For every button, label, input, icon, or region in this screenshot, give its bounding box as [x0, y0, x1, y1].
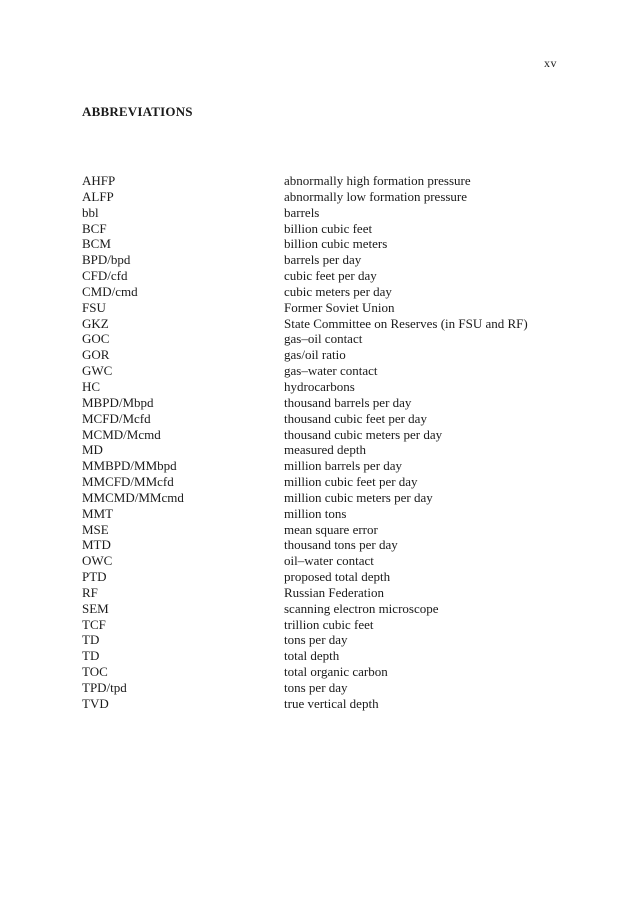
abbreviation-row: [82, 236, 572, 252]
abbreviation-definition: abnormally low formation pressure: [284, 188, 468, 204]
abbreviation-term: BCF: [82, 220, 107, 236]
abbreviation-term: GOR: [82, 347, 110, 363]
abbreviation-row: [82, 664, 572, 680]
abbreviation-definition: proposed total depth: [284, 569, 391, 585]
abbreviation-term: TPD/tpd: [82, 680, 127, 695]
abbreviation-term: BPD/bpd: [82, 252, 131, 268]
abbreviation-row: [82, 300, 572, 316]
abbreviation-row: [82, 221, 572, 237]
abbreviation-definition: billion cubic meters: [284, 236, 388, 252]
abbreviation-definition: measured depth: [284, 442, 366, 458]
abbreviation-row: [82, 316, 572, 332]
abbreviation-definition: thousand tons per day: [284, 537, 398, 553]
abbreviation-term: MCMD/Mcmd: [82, 426, 161, 442]
abbreviation-definition: cubic meters per day: [284, 283, 392, 299]
abbreviation-definition: gas/oil ratio: [284, 347, 346, 363]
abbreviation-row: [82, 252, 572, 268]
abbreviation-definition: trillion cubic feet: [284, 616, 374, 632]
abbreviation-row: [82, 284, 572, 300]
abbreviation-row: [82, 522, 572, 538]
abbreviation-definition: gas–oil contact: [284, 331, 363, 347]
abbreviation-term: MTD: [82, 537, 111, 553]
abbreviation-term: ALFP: [82, 188, 114, 204]
abbreviation-row: [82, 427, 572, 443]
section-title: ABBREVIATIONS: [82, 104, 193, 119]
abbreviation-row: [82, 173, 572, 189]
abbreviation-term: FSU: [82, 299, 106, 315]
abbreviation-row: [82, 268, 572, 284]
abbreviation-row: [82, 379, 572, 395]
abbreviation-definition: tons per day: [284, 632, 348, 648]
abbreviation-row: [82, 474, 572, 490]
abbreviation-definition: gas–water contact: [284, 363, 378, 379]
abbreviation-term: OWC: [82, 553, 113, 569]
abbreviation-row: [82, 569, 572, 585]
abbreviation-row: [82, 553, 572, 569]
abbreviation-definition: million cubic meters per day: [284, 489, 433, 505]
abbreviation-definition: abnormally high formation pressure: [284, 173, 471, 188]
abbreviation-term: bbl: [82, 204, 99, 220]
abbreviation-term: MMBPD/MMbpd: [82, 458, 177, 474]
abbreviation-row: [82, 696, 572, 712]
abbreviation-term: TOC: [82, 664, 108, 680]
abbreviation-definition: mean square error: [284, 521, 378, 537]
abbreviation-term: CMD/cmd: [82, 283, 138, 299]
abbreviation-term: MMT: [82, 505, 114, 521]
abbreviation-row: [82, 347, 572, 363]
abbreviation-row: [82, 442, 572, 458]
abbreviation-term: TCF: [82, 616, 106, 632]
abbreviation-definition: tons per day: [284, 680, 348, 695]
abbreviation-definition: Russian Federation: [284, 584, 385, 600]
abbreviation-definition: State Committee on Reserves (in FSU and RF): [284, 315, 528, 331]
abbreviation-row: [82, 680, 572, 696]
abbreviation-definition: million tons: [284, 505, 347, 521]
abbreviation-definition: thousand cubic meters per day: [284, 426, 443, 442]
abbreviation-definition: thousand cubic feet per day: [284, 410, 427, 426]
abbreviation-term: MMCFD/MMcfd: [82, 474, 174, 490]
abbreviation-list: [82, 173, 572, 712]
abbreviation-term: TD: [82, 648, 100, 664]
abbreviation-term: MMCMD/MMcmd: [82, 489, 184, 505]
abbreviation-row: [82, 537, 572, 553]
abbreviation-row: [82, 363, 572, 379]
abbreviation-definition: barrels per day: [284, 252, 362, 268]
abbreviation-definition: Former Soviet Union: [284, 299, 395, 315]
abbreviation-term: TD: [82, 632, 100, 648]
abbreviation-definition: scanning electron microscope: [284, 600, 439, 616]
abbreviation-definition: billion cubic feet: [284, 220, 373, 236]
abbreviation-row: [82, 506, 572, 522]
abbreviation-row: [82, 490, 572, 506]
abbreviation-definition: cubic feet per day: [284, 268, 377, 284]
abbreviation-term: MSE: [82, 521, 109, 537]
abbreviation-definition: million cubic feet per day: [284, 474, 418, 490]
abbreviation-term: MD: [82, 442, 103, 458]
abbreviation-row: [82, 617, 572, 633]
abbreviation-row: [82, 331, 572, 347]
abbreviation-row: [82, 458, 572, 474]
abbreviation-term: RF: [82, 584, 98, 600]
abbreviation-term: CFD/cfd: [82, 268, 128, 284]
abbreviation-term: MCFD/Mcfd: [82, 410, 151, 426]
abbreviation-row: [82, 205, 572, 221]
abbreviation-term: TVD: [82, 695, 109, 711]
abbreviation-row: [82, 601, 572, 617]
abbreviation-definition: total organic carbon: [284, 664, 388, 680]
abbreviation-row: [82, 585, 572, 601]
abbreviation-term: MBPD/Mbpd: [82, 394, 154, 410]
abbreviation-term: PTD: [82, 569, 107, 585]
abbreviation-definition: hydrocarbons: [284, 378, 355, 394]
abbreviation-term: GOC: [82, 331, 110, 347]
abbreviation-term: GWC: [82, 363, 113, 379]
abbreviation-row: [82, 411, 572, 427]
abbreviation-row: [82, 632, 572, 648]
abbreviation-term: AHFP: [82, 173, 116, 188]
abbreviation-definition: total depth: [284, 648, 340, 664]
abbreviation-definition: barrels: [284, 204, 320, 220]
page-number: xv: [544, 56, 557, 70]
abbreviation-term: GKZ: [82, 315, 109, 331]
abbreviation-definition: million barrels per day: [284, 458, 403, 474]
abbreviation-row: [82, 648, 572, 664]
abbreviation-definition: thousand barrels per day: [284, 394, 412, 410]
abbreviation-row: [82, 189, 572, 205]
abbreviation-definition: oil–water contact: [284, 553, 374, 569]
abbreviation-term: HC: [82, 378, 101, 394]
abbreviation-definition: true vertical depth: [284, 695, 379, 711]
abbreviation-row: [82, 395, 572, 411]
abbreviation-term: BCM: [82, 236, 111, 252]
abbreviation-term: SEM: [82, 600, 109, 616]
